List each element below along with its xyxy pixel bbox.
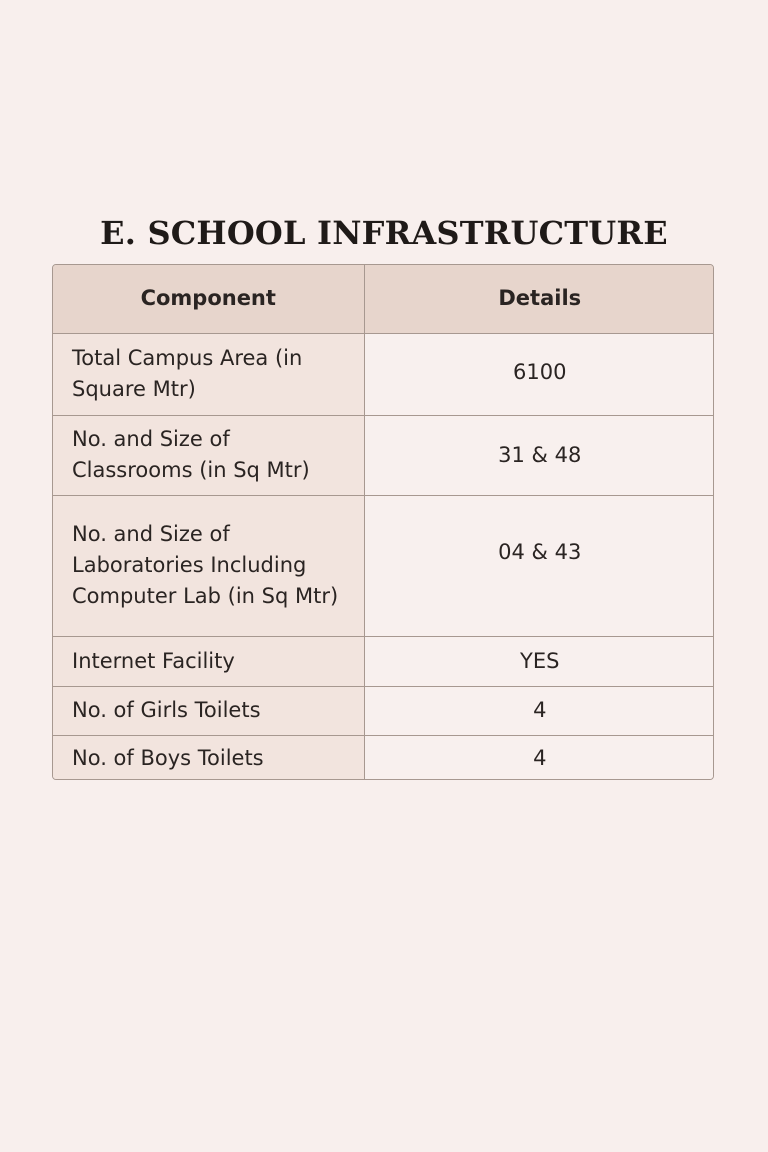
details-cell <box>364 735 714 780</box>
details-text: 4 <box>533 698 547 722</box>
table-row <box>53 735 714 780</box>
component-cell <box>53 495 364 636</box>
infrastructure-table-container <box>52 264 714 780</box>
table-row <box>53 636 714 686</box>
component-column-header: Component <box>53 265 364 333</box>
table-row <box>53 686 714 735</box>
component-text: Internet Facility <box>72 648 235 673</box>
component-text: No. and Size of Classrooms (in Sq Mtr) <box>72 427 310 482</box>
component-cell <box>53 415 364 495</box>
component-text: Total Campus Area (in Square Mtr) <box>72 346 303 401</box>
table-row <box>53 333 714 415</box>
table-header-row <box>53 265 714 333</box>
details-cell <box>364 686 714 735</box>
component-cell <box>53 686 364 735</box>
details-text: YES <box>520 648 560 673</box>
page-title: E. SCHOOL INFRASTRUCTURE <box>100 214 668 253</box>
component-text: No. of Boys Toilets <box>72 745 264 770</box>
component-cell <box>53 333 364 415</box>
details-cell <box>364 333 714 415</box>
component-cell <box>53 735 364 780</box>
details-text: 4 <box>533 745 547 770</box>
details-cell <box>364 415 714 495</box>
details-text: 6100 <box>513 359 567 384</box>
table-row <box>53 415 714 495</box>
component-cell <box>53 636 364 686</box>
component-text: No. of Girls Toilets <box>72 698 261 722</box>
details-text: 04 & 43 <box>498 540 582 564</box>
component-text: No. and Size of Laboratories Including Computer Lab (in Sq Mtr) <box>72 522 339 608</box>
details-cell <box>364 495 714 636</box>
table-row <box>53 495 714 636</box>
infrastructure-table <box>53 265 714 780</box>
details-cell <box>364 636 714 686</box>
details-column-header: Details <box>364 265 714 333</box>
details-text: 31 & 48 <box>498 442 582 467</box>
